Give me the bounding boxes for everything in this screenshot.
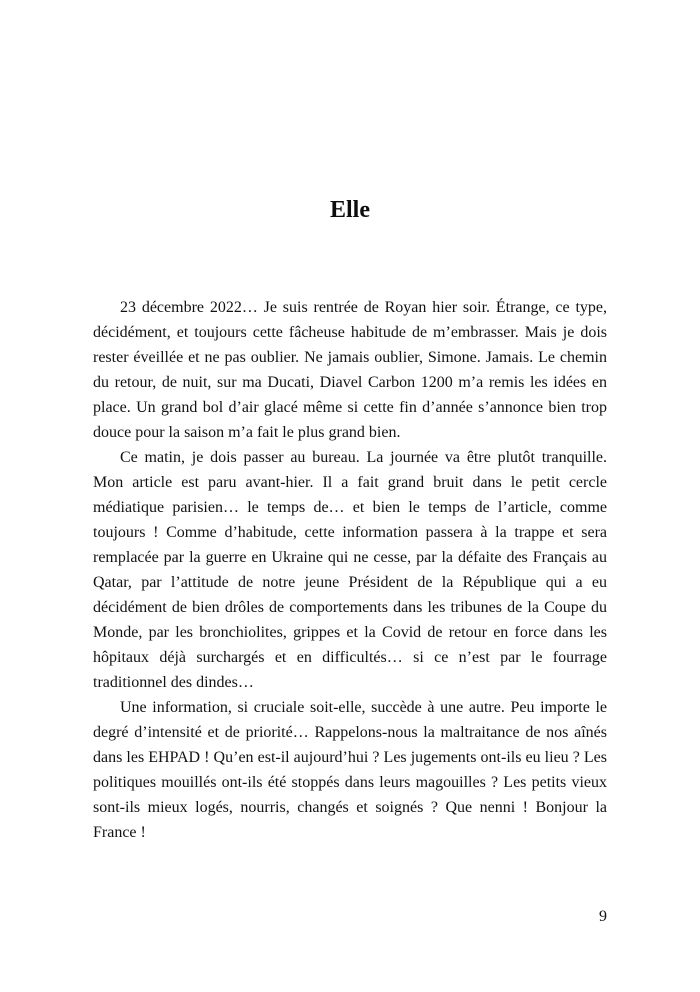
page-number: 9 bbox=[599, 908, 607, 925]
paragraph-2: Ce matin, je dois passer au bureau. La journée va être plutôt tranquille. Mon article est paru avant-hier. Il a fait grand bruit dans le petit cercle médiatique parisien… le temps de… et bien le temps de l’article, comme toujours ! Comme d’habitude, cette information passera à la trappe et sera remplacée par la guerre en Ukraine qui ne cesse, par la défaite des Français au Qatar, par l’attitude de notre jeune Président de la République qui a eu décidément de bien drôles de comportements dans les tribunes de la Coupe du Monde, par les bronchiolites, grippes et la Covid de retour en force dans les hôpitaux déjà surchargés et en difficultés… si ce n’est par le fourrage traditionnel des dindes… bbox=[93, 449, 607, 691]
body-text bbox=[93, 295, 607, 845]
chapter-title: Elle bbox=[330, 197, 370, 223]
paragraph-1: 23 décembre 2022… Je suis rentrée de Royan hier soir. Étrange, ce type, décidément, et toujours cette fâcheuse habitude de m’embrasser. Mais je dois rester éveillée et ne pas oublier. Ne jamais oublier, Simone. Jamais. Le chemin du retour, de nuit, sur ma Ducati, Diavel Carbon 1200 m’a remis les idées en place. Un grand bol d’air glacé même si cette fin d’année s’annonce bien trop douce pour la saison m’a fait le plus grand bien. bbox=[93, 299, 607, 441]
paragraph-3: Une information, si cruciale soit-elle, succède à une autre. Peu importe le degré d’intensité et de priorité… Rappelons-nous la maltraitance de nos aînés dans les EHPAD ! Qu’en est-il aujourd’hui ? Les jugements ont-ils eu lieu ? Les politiques mouillés ont-ils été stoppés dans leurs magouilles ? Les petits vieux sont-ils mieux logés, nourris, changés et soignés ? Que nenni ! Bonjour la France ! bbox=[93, 699, 607, 841]
